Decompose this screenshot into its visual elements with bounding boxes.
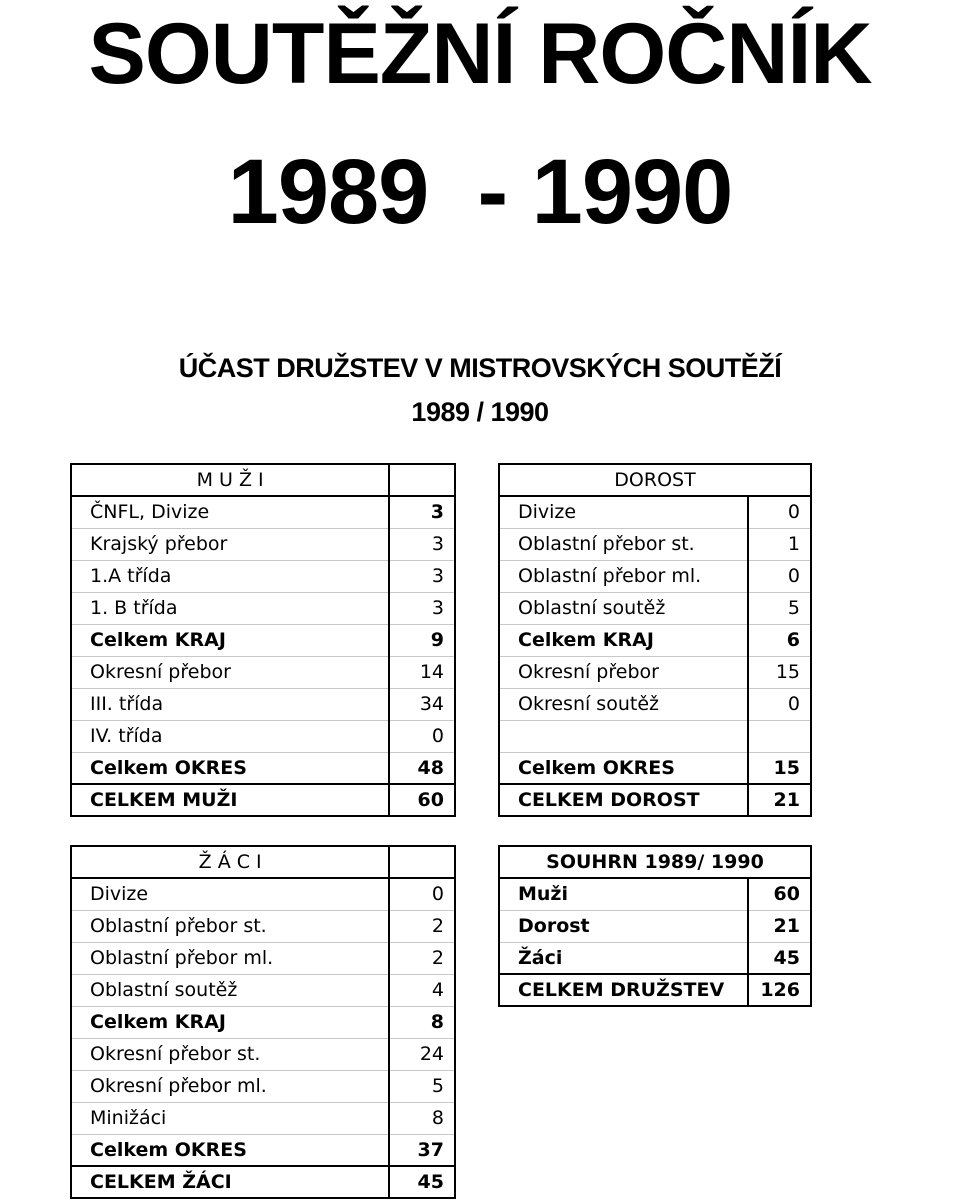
table-row (499, 528, 811, 560)
row-value: 60 (748, 878, 811, 910)
dorost-table (498, 463, 812, 817)
table-row (71, 942, 455, 974)
row-label: Oblastní přebor ml. (71, 942, 389, 974)
zaci-header: Ž Á C I (71, 846, 389, 878)
row-label: Oblastní přebor ml. (499, 560, 748, 592)
row-value: 24 (389, 1038, 455, 1070)
row-value: 6 (748, 624, 811, 656)
table-row (71, 1038, 455, 1070)
row-label: Celkem KRAJ (71, 624, 389, 656)
row-label: Oblastní soutěž (499, 592, 748, 624)
muzi-header: M U Ž I (71, 464, 389, 496)
row-value: 48 (389, 752, 455, 784)
row-value: 2 (389, 910, 455, 942)
row-value: 15 (748, 656, 811, 688)
row-label: Celkem OKRES (71, 1134, 389, 1166)
table-row (71, 528, 455, 560)
row-label: CELKEM MUŽI (71, 784, 389, 816)
row-value: 5 (389, 1070, 455, 1102)
table-row (499, 752, 811, 784)
row-label: Oblastní přebor st. (71, 910, 389, 942)
table-row (499, 656, 811, 688)
row-value: 4 (389, 974, 455, 1006)
row-label: Krajský přebor (71, 528, 389, 560)
row-label: Okresní přebor st. (71, 1038, 389, 1070)
row-label: Celkem KRAJ (71, 1006, 389, 1038)
table-row (499, 784, 811, 816)
row-label: 1.A třída (71, 560, 389, 592)
table-row (499, 560, 811, 592)
row-label: IV. třída (71, 720, 389, 752)
row-label: Dorost (499, 910, 748, 942)
row-label: Minižáci (71, 1102, 389, 1134)
table-row (499, 624, 811, 656)
row-label: Okresní přebor ml. (71, 1070, 389, 1102)
row-label: Divize (71, 878, 389, 910)
table-row (71, 560, 455, 592)
row-value: 45 (748, 942, 811, 974)
row-value: 60 (389, 784, 455, 816)
souhrn-header: SOUHRN 1989/ 1990 (499, 846, 811, 878)
table-row (71, 1070, 455, 1102)
table-row (71, 1006, 455, 1038)
row-label: Okresní přebor (499, 656, 748, 688)
row-label: 1. B třída (71, 592, 389, 624)
table-row (499, 974, 811, 1006)
table-row (71, 1166, 455, 1198)
row-label: ČNFL, Divize (71, 496, 389, 528)
table-row (499, 496, 811, 528)
table-row (71, 1134, 455, 1166)
row-value: 5 (748, 592, 811, 624)
row-label: Celkem OKRES (499, 752, 748, 784)
row-value: 2 (389, 942, 455, 974)
row-value: 21 (748, 784, 811, 816)
row-value: 0 (748, 560, 811, 592)
row-label: CELKEM ŽÁCI (71, 1166, 389, 1198)
season-title: 1989 - 1990 (227, 141, 733, 243)
section-subtitle-season: 1989 / 1990 (411, 397, 549, 427)
row-value: 14 (389, 656, 455, 688)
row-value: 34 (389, 688, 455, 720)
table-row (71, 656, 455, 688)
row-value: 9 (389, 624, 455, 656)
row-label: CELKEM DOROST (499, 784, 748, 816)
zaci-header-spacer (389, 846, 455, 878)
row-value: 126 (748, 974, 811, 1006)
row-label: Okresní přebor (71, 656, 389, 688)
table-row (71, 592, 455, 624)
section-subtitle: ÚČAST DRUŽSTEV V MISTROVSKÝCH SOUTĚŽÍ (178, 353, 782, 383)
row-label: Oblastní soutěž (71, 974, 389, 1006)
table-row (499, 592, 811, 624)
row-value: 15 (748, 752, 811, 784)
table-row (71, 974, 455, 1006)
page-title: SOUTĚŽNÍ ROČNÍK (88, 6, 872, 102)
dorost-header: DOROST (499, 464, 811, 496)
row-label: CELKEM DRUŽSTEV (499, 974, 748, 1006)
table-row (71, 624, 455, 656)
table-row (71, 910, 455, 942)
row-value: 3 (389, 560, 455, 592)
table-row (71, 720, 455, 752)
row-label: Divize (499, 496, 748, 528)
row-value: 8 (389, 1006, 455, 1038)
row-value: 21 (748, 910, 811, 942)
row-label (499, 720, 748, 752)
row-value: 0 (748, 688, 811, 720)
table-row (499, 688, 811, 720)
row-label: Oblastní přebor st. (499, 528, 748, 560)
row-value (748, 720, 811, 752)
row-value: 8 (389, 1102, 455, 1134)
row-label: Celkem KRAJ (499, 624, 748, 656)
table-row (71, 752, 455, 784)
table-row (71, 496, 455, 528)
table-row (499, 878, 811, 910)
table-row (499, 910, 811, 942)
row-value: 0 (389, 878, 455, 910)
table-row (71, 688, 455, 720)
table-row (71, 784, 455, 816)
row-label: Celkem OKRES (71, 752, 389, 784)
table-row (71, 1102, 455, 1134)
zaci-table (70, 845, 456, 1199)
row-label: Muži (499, 878, 748, 910)
row-value: 1 (748, 528, 811, 560)
row-value: 0 (748, 496, 811, 528)
row-value: 45 (389, 1166, 455, 1198)
table-row (499, 942, 811, 974)
row-label: Žáci (499, 942, 748, 974)
row-value: 3 (389, 496, 455, 528)
row-value: 37 (389, 1134, 455, 1166)
row-label: III. třída (71, 688, 389, 720)
row-value: 0 (389, 720, 455, 752)
row-value: 3 (389, 528, 455, 560)
souhrn-table (498, 845, 812, 1007)
table-row (499, 720, 811, 752)
muzi-table (70, 463, 456, 817)
row-label: Okresní soutěž (499, 688, 748, 720)
muzi-header-spacer (389, 464, 455, 496)
table-row (71, 878, 455, 910)
row-value: 3 (389, 592, 455, 624)
